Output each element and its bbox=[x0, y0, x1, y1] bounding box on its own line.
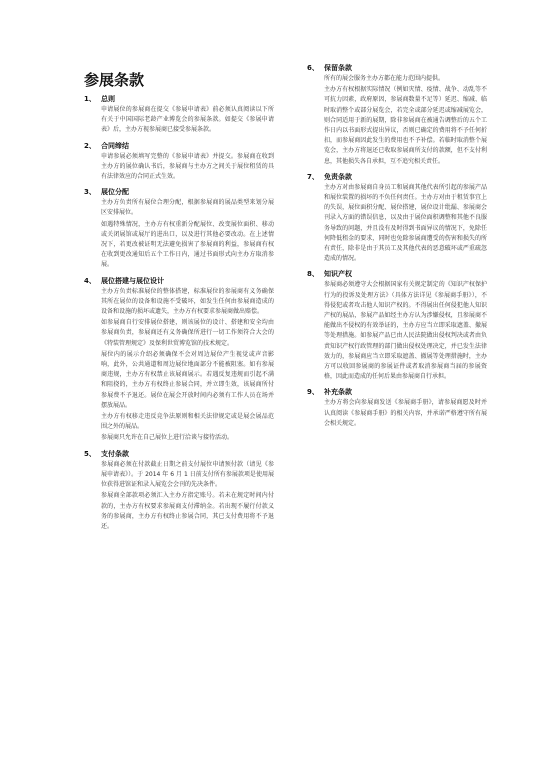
clause-section bbox=[307, 63, 487, 167]
clause-heading bbox=[84, 141, 274, 151]
clause-paragraph: 如遇特殊情况，主办方有权重新分配展位、改变展位面积、移动或关闭展馆或展厅的进出口，以及进行其他必要改动。在上述情况下，若更改被证明无法避免损害了参展商的利益，参展商有权在收到更改通知后五个工作日内，通过书面形式向主办方取消参展。 bbox=[101, 220, 274, 269]
clause-section bbox=[84, 94, 274, 136]
clause-number: 7、 bbox=[307, 172, 319, 181]
clause-title: 保留条款 bbox=[324, 64, 352, 72]
clause-paragraph: 主办方负责所有展位合理分配，根据参展商的展品类型来划分展区安排展位。 bbox=[101, 199, 274, 217]
clause-number: 3、 bbox=[84, 188, 96, 197]
clause-number: 5、 bbox=[84, 449, 96, 458]
clause-section bbox=[307, 387, 487, 429]
clause-paragraph: 主办方有权移走违反竞争法原则和相关法律规定或是展会展品范围之外的展品。 bbox=[101, 413, 274, 431]
clause-paragraph: 主办方将会向参展商发送《参展商手册》，请参展商愿及时并认真阅读《参展商手册》的相关内容，并承诺严格遵守所有展会相关规定。 bbox=[324, 399, 487, 427]
clause-number: 9、 bbox=[307, 388, 319, 397]
clause-title: 知识产权 bbox=[324, 270, 352, 279]
clause-section bbox=[84, 449, 274, 532]
page-title: 参展条款 bbox=[84, 71, 145, 89]
right-column bbox=[307, 63, 487, 434]
clause-paragraph: 申请展位的参展商在提交《参展申请表》前必须认真阅读以下所有关于中国国际老龄产业博览会的参展条款。如提交《参展申请表》后，主办方视参展商已接受参展条款。 bbox=[101, 106, 274, 134]
clause-heading bbox=[84, 449, 274, 459]
clause-heading bbox=[84, 276, 274, 286]
clause-paragraph: 主办方对由参展商自身员工和展商其他代表所引起的参展产品和展位装置的损坏的不负任何责任。主办方对由于租赁事宜上的失误，展位面积分配、展位搭建，展位设计纰漏、参展商会刊录入方面的错误信息，以及由于展位面积调整和其他不良服务导致的问题，并且没有及时得到书面异议的情况下，免除任何降低租金的要求，同时也免除参展商遭受的伤害和损失的所有责任，除非是由于其员工及其他代表的恶意破坏或严重疏忽造成的情况。 bbox=[324, 183, 487, 263]
clause-title: 展位分配 bbox=[101, 188, 129, 197]
clause-paragraph: 如参展商自行安排展位搭建，则该展位的设计、搭建和安全均由参展商负责，参展商还有义务确保所进行一切工作须符合大会的《特装管理规定》及保利世贸博览馆的技术规定。 bbox=[101, 319, 274, 347]
clause-heading bbox=[307, 387, 487, 397]
clause-heading bbox=[307, 172, 487, 182]
clause-section bbox=[307, 172, 487, 265]
clause-number: 6、 bbox=[307, 64, 319, 72]
clause-heading bbox=[84, 94, 274, 104]
clause-title: 总则 bbox=[101, 95, 115, 103]
clause-number: 8、 bbox=[307, 270, 319, 279]
clause-title: 补充条款 bbox=[324, 388, 352, 397]
clause-title: 合同缔结 bbox=[101, 141, 129, 150]
clause-paragraph: 参展商必须在付款截止日期之前支付展位申请预付款（请见《参展申请表》）。于 2014 年 6 月 1 日前支付所有参展款项是使用展位获得进馆证和录入展览会会刊的先决条件。 bbox=[101, 460, 274, 489]
clause-paragraph: 参展商必须遵守大会根据国家有关规定制定的《知识产权保护行为的投诉及处理方法》（具体方法详见《参展商手册》），不得侵犯或者攻击他人知识产权的。不得展出任何侵犯他人知识产权的展品，参展产品如经主办方认为涉嫌侵权，且参展商不能做出不侵权的有效举证的，主办方应当立即采取遮盖、撤展等处理措施。如参展产品已由人民法院做出侵权判决或者由负责知识产权行政管理的部门做出侵权处理决定，并已发生法律效力的，参展商应当立即采取遮盖、撤展等处理措施时，主办方可以收回参展商的参展证件或者取消参展商当届的参展资格，因此而造成的任何后果由参展商自行承担。 bbox=[324, 281, 487, 381]
clause-title: 免责条款 bbox=[324, 172, 352, 181]
clause-paragraph: 参展商只允许在自己展位上进行洽谈与接待活动。 bbox=[101, 434, 234, 442]
clause-paragraph: 所有的展会服务主办方都在能力范围内提供。 bbox=[324, 75, 445, 82]
clause-section bbox=[84, 276, 274, 444]
clause-heading bbox=[307, 63, 487, 73]
clause-number: 4、 bbox=[84, 276, 96, 285]
clause-heading bbox=[84, 187, 274, 197]
clause-paragraph: 展位内的展示介绍必须确保不会对周边展位产生视觉或声音影响，此外，公共通道和周边展位地面部分不能被阻塞。如有参展商违规，主办方有权禁止该展商展示。若遇反复违规而引起不满和阻挠的，主办方有权终止参展合同，并立即生效，该展商所付参展费不予退还。展位在展会开放时间内必须有工作人员在场并摆放展品。 bbox=[101, 350, 274, 409]
clause-section bbox=[84, 141, 274, 183]
clause-paragraph: 主办方负责标准展位的整体搭建，标准展位的参展商有义务确保其所在展位的设备和设施不受破坏，如发生任何由参展商造成的设备和设施的损坏或遗失，主办方有权要求参展商做出赔偿。 bbox=[101, 287, 274, 316]
clause-section bbox=[84, 187, 274, 270]
clause-heading bbox=[307, 269, 487, 279]
clause-title: 展位搭建与展位设计 bbox=[101, 276, 164, 285]
clause-number: 1、 bbox=[84, 95, 96, 103]
clause-number: 2、 bbox=[84, 141, 96, 150]
clause-title: 支付条款 bbox=[101, 449, 129, 458]
clause-paragraph: 申请参展必须填写完整的《参展申请表》并提交。参展商在收到主办方的展位确认书后，参展商与主办方之间关于展位租赁的具有法律效应的合同正式生效。 bbox=[101, 152, 274, 181]
left-column bbox=[84, 94, 274, 537]
clause-section bbox=[307, 269, 487, 382]
clause-paragraph: 主办方有权根据实际情况（例如灾情、疫情、战争、动乱等不可抗力因素，政府原因，参展商数量不足等）延迟、缩减、临时取消整个或部分展览会，若完全或部分延迟或缩减展览会，则合同适用于新的展期，除非参展商在被通告调整后的五个工作日内以书面形式提出异议，否则已确定的费用将不予任何折扣，而参展商因此发生的费用也不予补偿。若临时取消整个展览会，主办方将退还已收取参展商所支付的款额，但不支付利息，其他损失各自承担，互不追究相关责任。 bbox=[324, 86, 487, 165]
clause-paragraph: 参展商全部款项必须汇入主办方指定账号。若未在规定时间内付款的，主办方有权要求参展商支付滞纳金。若出现不履行付款义务的参展商，主办方有权终止参展合同，其已支付费用将不予退还。 bbox=[101, 492, 274, 530]
